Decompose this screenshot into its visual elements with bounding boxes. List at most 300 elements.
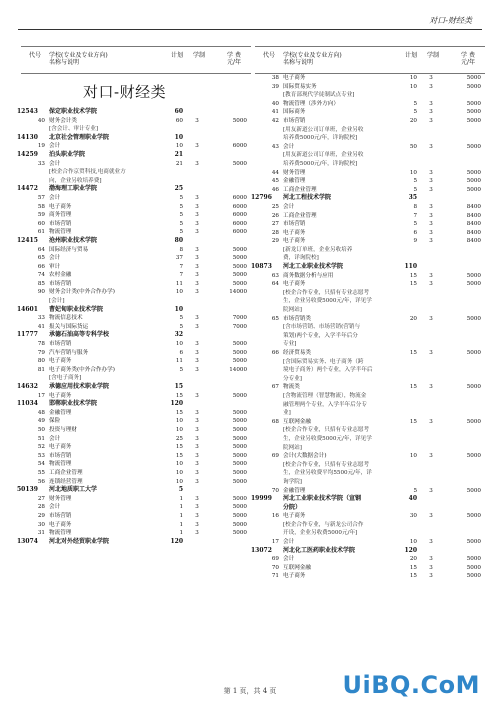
cell-years: 3 — [195, 255, 199, 262]
cell-name: 报关与国际货运 — [49, 323, 89, 330]
cell-code: 26 — [271, 212, 279, 219]
school-row — [251, 263, 485, 272]
cell-code: 66 — [271, 350, 279, 356]
cell-name: 市场营销 — [49, 341, 72, 348]
cell-years: 3 — [429, 487, 433, 494]
cell-plan: 5 — [179, 315, 183, 322]
cell-name: 询学院] — [283, 478, 302, 485]
cell-plan: 1 — [179, 495, 183, 502]
cell-plan: 7 — [179, 272, 183, 279]
cell-code: 81 — [37, 366, 45, 373]
major-row — [21, 142, 251, 151]
cell-code: 59 — [37, 212, 45, 219]
cell-name: 曹妃甸职业技术学院 — [49, 305, 104, 313]
cell-code: 80 — [37, 358, 45, 365]
cell-fee: 5000 — [232, 263, 247, 270]
column-header — [21, 46, 251, 74]
major-row — [255, 272, 485, 281]
note-row — [21, 125, 251, 134]
major-row — [21, 366, 251, 375]
cell-name: 电子商务 — [283, 238, 306, 245]
cell-years: 3 — [195, 461, 199, 468]
cell-name: 汽车营销与服务 — [49, 349, 89, 356]
major-row — [255, 487, 485, 496]
cell-code: 33 — [37, 315, 45, 322]
cell-years: 3 — [195, 272, 199, 279]
cell-plan: 1 — [179, 504, 183, 511]
cell-name: 保险 — [49, 418, 61, 425]
cell-fee: 6000 — [232, 212, 247, 219]
page-header — [18, 12, 482, 30]
cell-plan: 5 — [179, 212, 183, 219]
school-row — [251, 495, 485, 504]
cell-name: 河北化工医药职业技术学院 — [283, 546, 356, 554]
cell-fee: 5000 — [466, 350, 481, 356]
cell-name: [校企合作专业，只招有专业志愿考 — [283, 427, 370, 434]
major-row — [21, 254, 251, 263]
cell-code: 28 — [37, 504, 45, 511]
cell-years: 3 — [195, 426, 199, 433]
major-row — [21, 469, 251, 478]
cell-name: 河北工业职业技术学院 — [283, 263, 344, 271]
cell-code: 39 — [271, 83, 279, 90]
cell-name: 院网站] — [283, 307, 302, 314]
cell-name: 河北工程技术学院 — [283, 194, 332, 202]
cell-name: [会计] — [49, 298, 65, 305]
cell-years: 3 — [429, 109, 433, 116]
major-row — [255, 315, 485, 324]
cell-name: 国际商务 — [283, 109, 306, 116]
major-row — [21, 357, 251, 366]
cell-name: 会计 — [49, 435, 61, 442]
cell-plan: 120 — [170, 537, 183, 545]
cell-code: 56 — [37, 478, 45, 485]
category-title: 对口-财经类 — [83, 83, 167, 101]
note-row — [255, 461, 485, 470]
school-row — [17, 383, 251, 392]
cell-years: 3 — [195, 203, 199, 210]
cell-plan: 21 — [174, 150, 183, 158]
column-header-plan: 计划 — [171, 52, 184, 59]
cell-fee: 5000 — [232, 418, 247, 425]
cell-years: 3 — [195, 358, 199, 365]
cell-years: 3 — [195, 341, 199, 348]
cell-name: 河北对外经贸职业学院 — [49, 537, 110, 545]
cell-plan: 15 — [409, 281, 417, 288]
cell-fee: 5000 — [466, 100, 481, 107]
cell-plan: 40 — [408, 495, 417, 503]
cell-plan: 37 — [175, 255, 183, 262]
cell-name: 国际经济与贸易 — [49, 246, 89, 253]
cell-code: 12796 — [251, 194, 272, 202]
cell-name: 分专业] — [283, 375, 302, 382]
cell-name: [含国际贸易实务、电子商务（跨 — [283, 358, 364, 365]
cell-plan: 1 — [179, 530, 183, 537]
cell-name: [用友新道公司订单班，企业另收 — [283, 152, 364, 159]
major-row — [21, 211, 251, 220]
cell-code: 70 — [271, 487, 279, 494]
cell-code: 41 — [37, 323, 45, 330]
cell-name: 融管理两个专业，入学半年后分专 — [283, 401, 367, 408]
major-row — [255, 143, 485, 152]
cell-plan: 8 — [413, 203, 417, 210]
major-row — [21, 314, 251, 323]
major-row — [255, 512, 485, 521]
note-row — [21, 168, 251, 177]
cell-code: 13074 — [17, 537, 38, 545]
cell-years: 3 — [195, 349, 199, 356]
cell-plan: 30 — [409, 513, 417, 520]
cell-code: 54 — [37, 461, 45, 468]
cell-name: 工商企业管理 — [283, 212, 317, 219]
cell-years: 3 — [195, 521, 199, 528]
note-row — [255, 469, 485, 478]
cell-name: 会计 — [49, 160, 61, 167]
cell-fee: 7000 — [232, 323, 247, 330]
cell-years: 3 — [195, 246, 199, 253]
cell-name: 培养费5000元/年，详询院校] — [283, 160, 358, 167]
cell-code: 71 — [271, 573, 279, 580]
cell-plan: 15 — [409, 418, 417, 425]
cell-fee: 5000 — [232, 452, 247, 459]
cell-code: 33 — [37, 160, 45, 167]
cell-plan: 15 — [175, 444, 183, 451]
cell-years: 3 — [195, 366, 199, 373]
cell-code: 64 — [271, 281, 279, 288]
major-row — [255, 203, 485, 212]
cell-plan: 5 — [179, 366, 183, 373]
cell-name: 物流管理 — [49, 229, 72, 236]
cell-plan: 5 — [179, 203, 183, 210]
cell-years: 3 — [195, 315, 199, 322]
cell-code: 31 — [37, 530, 45, 537]
cell-fee: 5000 — [232, 426, 247, 433]
cell-plan: 10 — [175, 143, 183, 150]
cell-fee: 6000 — [232, 220, 247, 227]
column-header-plan: 计划 — [405, 52, 418, 59]
cell-code: 11034 — [17, 400, 38, 408]
cell-code: 61 — [37, 229, 45, 236]
cell-name: 开设，企业另收费5000元/年] — [283, 530, 358, 537]
cell-name: 审计 — [49, 263, 61, 270]
cell-name: [校企合作京贸科技,电商就业方 — [49, 169, 126, 176]
cell-name: 北京社会管理职业学院 — [49, 133, 110, 141]
cell-name: 会计 — [49, 255, 61, 262]
note-row — [255, 254, 485, 263]
note-row — [255, 366, 485, 375]
cell-fee: 5000 — [232, 521, 247, 528]
cell-name: 工商企业管理 — [283, 186, 317, 193]
cell-name: 物流管理 — [49, 530, 72, 537]
cell-name: 电子商务 — [283, 229, 306, 236]
cell-name: [校企合作专业，与新龙公司合作 — [283, 521, 364, 528]
right-column — [251, 46, 485, 581]
cell-years: 3 — [429, 350, 433, 356]
cell-years: 3 — [429, 229, 433, 236]
school-row — [251, 546, 485, 556]
cell-name: 电子商务类(中外合作办学) — [49, 366, 115, 373]
cell-code: 90 — [37, 289, 45, 296]
cell-plan: 15 — [175, 452, 183, 459]
cell-fee: 8400 — [466, 212, 481, 219]
cell-years: 3 — [429, 178, 433, 185]
cell-years: 3 — [195, 160, 199, 167]
cell-name: 市场营销 — [283, 117, 306, 124]
cell-code: 29 — [271, 238, 279, 245]
cell-name: 金融管理 — [283, 487, 306, 494]
cell-plan: 5 — [413, 178, 417, 185]
cell-name: 电子商务 — [49, 358, 72, 365]
cell-code: 51 — [37, 435, 45, 442]
cell-name: 策划)两个专业，入学半年后分 — [283, 332, 358, 339]
cell-plan: 25 — [175, 435, 183, 442]
cell-fee: 5000 — [466, 83, 481, 90]
cell-years: 3 — [429, 453, 433, 460]
cell-fee: 5000 — [232, 530, 247, 537]
cell-name: 连锁经营管理 — [49, 478, 83, 485]
cell-name: 河北地质职工大学 — [49, 486, 98, 494]
major-row — [21, 194, 251, 203]
cell-plan: 110 — [404, 263, 417, 271]
cell-code: 58 — [37, 203, 45, 210]
major-row — [255, 229, 485, 238]
cell-fee: 8400 — [466, 221, 481, 228]
cell-name: 分院） — [283, 503, 302, 511]
cell-name: 业] — [283, 410, 291, 417]
cell-plan: 5 — [413, 487, 417, 494]
school-row — [17, 108, 251, 117]
cell-plan: 9 — [413, 238, 417, 245]
cell-years: 3 — [195, 323, 199, 330]
school-row — [17, 486, 251, 495]
cell-plan: 20 — [409, 315, 417, 322]
major-row — [255, 349, 485, 358]
cell-plan: 25 — [174, 185, 183, 193]
cell-plan: 5 — [178, 486, 183, 494]
note-row — [255, 340, 485, 349]
cell-code: 45 — [271, 178, 279, 185]
cell-code: 12415 — [17, 236, 38, 244]
cell-name: 会计 — [49, 194, 61, 201]
cell-code: 57 — [37, 194, 45, 201]
major-row — [21, 452, 251, 461]
cell-code: 27 — [271, 221, 279, 228]
cell-fee: 5000 — [232, 358, 247, 365]
cell-plan: 1 — [179, 521, 183, 528]
cell-years: 3 — [429, 556, 433, 563]
title-row — [21, 74, 251, 108]
column-header-fee: 学 费 元/年 — [460, 52, 476, 66]
cell-years: 3 — [195, 452, 199, 459]
cell-years: 3 — [429, 418, 433, 425]
cell-code: 19 — [37, 143, 45, 150]
cell-name: 电子商务 — [49, 203, 72, 210]
note-row — [255, 323, 485, 332]
cell-code: 74 — [37, 272, 45, 279]
major-row — [21, 478, 251, 487]
cell-plan: 5 — [179, 229, 183, 236]
cell-code: 17 — [271, 539, 279, 546]
cell-years: 3 — [195, 143, 199, 150]
major-row — [21, 495, 251, 504]
cell-plan: 10 — [175, 289, 183, 296]
cell-fee: 5000 — [466, 384, 481, 391]
note-row — [255, 160, 485, 169]
cell-years: 3 — [195, 117, 199, 124]
cell-name: 互联网金融 — [283, 418, 311, 425]
cell-years: 3 — [195, 495, 199, 502]
major-row — [255, 220, 485, 229]
cell-plan: 7 — [179, 263, 183, 270]
cell-years: 3 — [429, 315, 433, 322]
cell-name: 院网站] — [283, 444, 302, 451]
cell-years: 3 — [195, 289, 199, 296]
major-row — [21, 349, 251, 358]
major-row — [21, 271, 251, 280]
school-row — [17, 236, 251, 246]
column-header-code: 代号 — [263, 52, 276, 59]
cell-code: 27 — [37, 495, 45, 502]
cell-fee: 5000 — [466, 169, 481, 176]
cell-years: 3 — [195, 530, 199, 537]
major-row — [255, 212, 485, 221]
cell-years: 3 — [429, 212, 433, 219]
cell-plan: 120 — [170, 400, 183, 408]
note-row — [255, 358, 485, 367]
cell-years: 3 — [429, 203, 433, 210]
cell-fee: 5000 — [466, 564, 481, 571]
cell-code: 19999 — [251, 495, 272, 503]
cell-name: [用友新道公司订单班，企业另收 — [283, 126, 364, 133]
cell-code: 69 — [271, 556, 279, 563]
cell-fee: 5000 — [232, 160, 247, 167]
cell-years: 3 — [429, 513, 433, 520]
cell-fee: 5000 — [466, 315, 481, 322]
cell-fee: 14000 — [229, 289, 247, 296]
cell-fee: 5000 — [466, 272, 481, 279]
cell-name: 市场营销类 — [283, 315, 311, 322]
cell-years: 3 — [195, 212, 199, 219]
cell-plan: 10 — [175, 469, 183, 476]
cell-plan: 5 — [413, 109, 417, 116]
cell-name: 财务管理 — [49, 495, 72, 502]
cell-name: 财务管理 — [283, 169, 306, 176]
cell-years: 3 — [195, 392, 199, 399]
school-row — [17, 537, 251, 547]
cell-name: [教育部现代学徒制试点专业] — [283, 92, 355, 99]
cell-name: 承德应用技术职业学院 — [49, 383, 110, 390]
cell-name: 电子商务 — [49, 521, 72, 528]
cell-code: 14130 — [17, 133, 38, 141]
cell-years: 3 — [195, 229, 199, 236]
cell-code: 55 — [37, 469, 45, 476]
cell-plan: 20 — [409, 556, 417, 563]
cell-code: 65 — [271, 315, 279, 322]
major-row — [21, 203, 251, 212]
cell-plan: 35 — [408, 194, 417, 202]
cell-name: 会计 — [283, 539, 295, 546]
cell-plan: 10 — [409, 453, 417, 460]
school-row — [17, 150, 251, 160]
page-header-title: 对口-财经类 — [429, 16, 472, 25]
cell-fee: 5000 — [466, 513, 481, 520]
note-row — [255, 375, 485, 384]
cell-name: 农村金融 — [49, 272, 72, 279]
cell-code: 64 — [37, 246, 45, 253]
cell-fee: 5000 — [232, 246, 247, 253]
cell-plan: 60 — [175, 117, 183, 124]
note-row — [255, 151, 485, 160]
cell-plan: 10 — [174, 133, 183, 141]
cell-code: 46 — [271, 186, 279, 193]
column-header-years: 学制 — [427, 52, 440, 59]
cell-years: 3 — [429, 384, 433, 391]
cell-code: 14472 — [17, 185, 38, 193]
cell-code: 78 — [37, 341, 45, 348]
cell-name: [含会计、审计专业] — [49, 126, 99, 133]
cell-plan: 5 — [179, 323, 183, 330]
cell-fee: 5000 — [232, 495, 247, 502]
cell-code: 11777 — [17, 331, 38, 339]
cell-years: 3 — [429, 83, 433, 90]
column-header-years: 学制 — [193, 52, 206, 59]
cell-plan: 20 — [409, 117, 417, 124]
cell-code: 43 — [271, 143, 279, 150]
cell-code: 44 — [271, 169, 279, 176]
major-row — [21, 280, 251, 289]
cell-name: [含市场营销、市场营销(营销与 — [283, 324, 361, 331]
column-header-name: 学校(专业及专业方向) 名称与说明 — [49, 52, 108, 66]
cell-plan: 1 — [179, 512, 183, 519]
cell-fee: 5000 — [232, 469, 247, 476]
cell-name: 保定职业技术学院 — [49, 108, 98, 115]
cell-years: 3 — [429, 117, 433, 124]
cell-name: 电子商务 — [49, 444, 72, 451]
major-row — [21, 460, 251, 469]
cell-fee: 5000 — [466, 453, 481, 460]
cell-code: 65 — [37, 255, 45, 262]
cell-name: 沧州职业技术学院 — [49, 236, 98, 244]
cell-plan: 10 — [409, 75, 417, 81]
cell-name: 物流信息技术 — [49, 315, 83, 322]
cell-code: 70 — [271, 564, 279, 571]
cell-plan: 32 — [174, 331, 183, 339]
cell-name: 专业] — [283, 341, 297, 348]
major-row — [255, 169, 485, 178]
school-row — [251, 194, 485, 203]
note-row — [255, 306, 485, 315]
cell-years: 3 — [195, 194, 199, 201]
cell-name: 会计 — [283, 203, 295, 210]
cell-code: 30 — [37, 521, 45, 528]
cell-name: 会计 — [49, 504, 61, 511]
cell-plan: 15 — [409, 384, 417, 391]
cell-name: 向，企业另收培养费] — [49, 177, 102, 184]
cell-fee: 5000 — [232, 409, 247, 416]
note-row — [255, 478, 485, 487]
cell-plan: 15 — [409, 350, 417, 356]
cell-plan: 60 — [174, 108, 183, 115]
major-row — [255, 452, 485, 461]
cell-name: 会计 — [283, 556, 295, 563]
cell-name: [校企合作专业，只招有专业志愿考 — [283, 461, 370, 468]
major-row — [21, 246, 251, 255]
cell-name: 投资与理财 — [49, 426, 77, 433]
cell-fee: 5000 — [466, 539, 481, 546]
school-row — [17, 400, 251, 409]
note-row — [255, 521, 485, 530]
major-row — [255, 177, 485, 186]
